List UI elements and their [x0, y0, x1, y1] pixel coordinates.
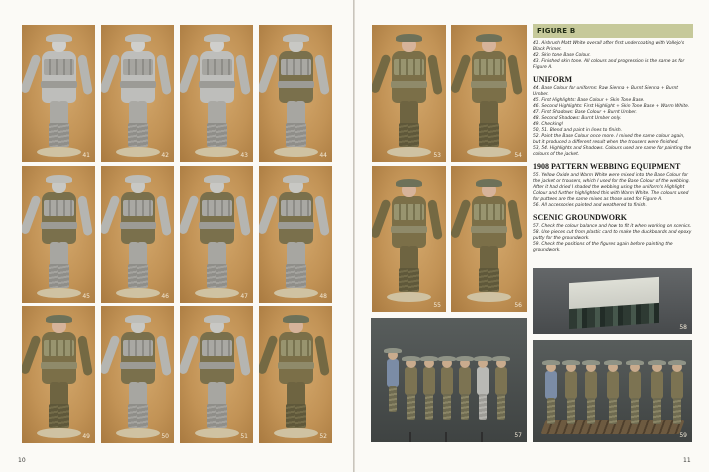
figure-webbing-painted	[461, 182, 517, 302]
instruction-item: 59. Check the positions of the figures again before painting the groundwork.	[533, 242, 673, 253]
figure-grey-primed	[189, 37, 245, 157]
photo-number: 50	[161, 433, 169, 440]
diorama-photo	[371, 318, 527, 442]
step-photo	[180, 166, 253, 303]
instructions-column	[533, 24, 693, 254]
figure-uniform-painted	[381, 37, 437, 157]
instruction-item: 47. First Shadows: Base Colour + Burnt Umber.	[533, 110, 637, 115]
instruction-item: 58. Use pieces cut from plastic card to make the duckboards and epoxy putty for the groundwork.	[533, 230, 692, 241]
step-photo	[101, 306, 174, 443]
figure-uniform-painted	[461, 37, 517, 157]
photo-number: 56	[514, 302, 522, 309]
instruction-item: 46. Second Highlights: First Highlight + Skin Tone Base + Warm White.	[533, 104, 690, 109]
figure-grey-primed	[110, 37, 166, 157]
step-photo	[22, 306, 95, 443]
figure-webbing-painted	[381, 182, 437, 302]
step-photo	[101, 166, 174, 303]
diorama-figure	[565, 362, 577, 424]
groundwork-block	[569, 277, 659, 313]
photo-number: 52	[319, 433, 327, 440]
photo-number: 54	[514, 152, 522, 159]
step-photo	[451, 166, 527, 312]
photo-number: 46	[161, 293, 169, 300]
figure-uniform-base	[31, 178, 87, 298]
photo-number: 45	[82, 293, 90, 300]
step-photo	[101, 25, 174, 162]
diorama-figure	[423, 358, 435, 420]
instruction-item: 55. Yellow Oxide and Warm White were mixed into the Base Colour for the jacket or trousers, which I used for the Base Colour of the webbing. After it had dried I shaded the webbing using the uniform's Highlight Colour and further highlighted this with Warm White. The colours used for puttees are the same mixes as those used for Figure A.	[533, 173, 690, 202]
photo-number: 51	[240, 433, 248, 440]
diorama-figure	[405, 358, 417, 420]
photo-number: 47	[240, 293, 248, 300]
left-page	[0, 0, 353, 472]
figure-uniform-base	[189, 178, 245, 298]
photo-number: 48	[319, 293, 327, 300]
figure-uniform-painted	[268, 318, 324, 438]
photo-number: 43	[240, 152, 248, 159]
instruction-item: 43. Finished skin tone. All colours and progression is the same as for Figure A.	[533, 59, 685, 70]
instruction-item: 50, 51. Blend and paint in lines to finish.	[533, 128, 623, 133]
instruction-item: 52. Paint the Base Colour once more. I mixed the same colour again, but it produced a different result when the trousers were finished.	[533, 134, 685, 145]
page-number-left: 10	[18, 457, 26, 464]
step-photo	[372, 166, 446, 312]
photo-number: 58	[679, 324, 687, 331]
diorama-figure	[387, 350, 399, 412]
diorama-figure	[651, 362, 663, 424]
figure-uniform-base	[110, 178, 166, 298]
diorama-figure	[629, 362, 641, 424]
page-number-right: 11	[683, 457, 691, 464]
instruction-item: 56. All accessories painted and weathered to finish.	[533, 203, 647, 208]
section-heading-webbing: 1908 PATTERN WEBBING EQUIPMENT	[533, 162, 681, 171]
instruction-item: 42. Skin tone Base Colour.	[533, 53, 591, 58]
diorama-figure	[585, 362, 597, 424]
photo-number: 57	[514, 432, 522, 439]
photo-number: 44	[319, 152, 327, 159]
diorama-figure	[671, 362, 683, 424]
diorama-figure	[495, 358, 507, 420]
diorama-figure	[477, 358, 489, 420]
figure-uniform-base	[268, 178, 324, 298]
photo-number: 59	[679, 432, 687, 439]
instruction-item: 45. First Highlights: Base Colour + Skin Tone Base.	[533, 98, 645, 103]
groundwork-photo	[533, 268, 692, 334]
instruction-item: 41. Airbrush Matt White overall after first undercoating with Vallejo's Black Primer.	[533, 41, 685, 52]
diorama-figure	[441, 358, 453, 420]
step-photo	[259, 306, 332, 443]
instruction-item: 57. Check the colour balance and how to fit it when working on scenics.	[533, 224, 692, 229]
photo-number: 41	[82, 152, 90, 159]
instruction-item: 48. Second Shadows: Burnt Umber only.	[533, 116, 622, 121]
step-photo	[451, 25, 527, 162]
step-photo	[180, 306, 253, 443]
step-photo	[22, 25, 95, 162]
step-photo	[180, 25, 253, 162]
figure-grey-primed	[31, 37, 87, 157]
instruction-item: 49. Checking!	[533, 122, 564, 127]
step-photo	[22, 166, 95, 303]
photo-number: 42	[161, 152, 169, 159]
photo-number: 53	[433, 152, 441, 159]
step-photo	[259, 25, 332, 162]
diorama-photo	[533, 340, 692, 442]
section-heading-figure-b: FIGURE B	[533, 24, 693, 38]
photo-number: 55	[433, 302, 441, 309]
instruction-item: 44. Base Colour for uniforms: Raw Sienna + Burnt Sienna + Burnt Umber.	[533, 86, 679, 97]
section-heading-uniform: UNIFORM	[533, 75, 573, 84]
step-photo	[259, 166, 332, 303]
step-photo	[372, 25, 446, 162]
figure-uniform-base	[189, 318, 245, 438]
instruction-item: 53, 54. Highlights and Shadows. Colours used are same for painting the colours of the jacket.	[533, 146, 692, 157]
figure-uniform-base	[268, 37, 324, 157]
figure-uniform-base	[110, 318, 166, 438]
figure-uniform-painted	[31, 318, 87, 438]
section-heading-groundwork: SCENIC GROUNDWORK	[533, 213, 628, 222]
diorama-figure	[545, 362, 557, 424]
photo-number: 49	[82, 433, 90, 440]
diorama-figure	[607, 362, 619, 424]
diorama-figure	[459, 358, 471, 420]
